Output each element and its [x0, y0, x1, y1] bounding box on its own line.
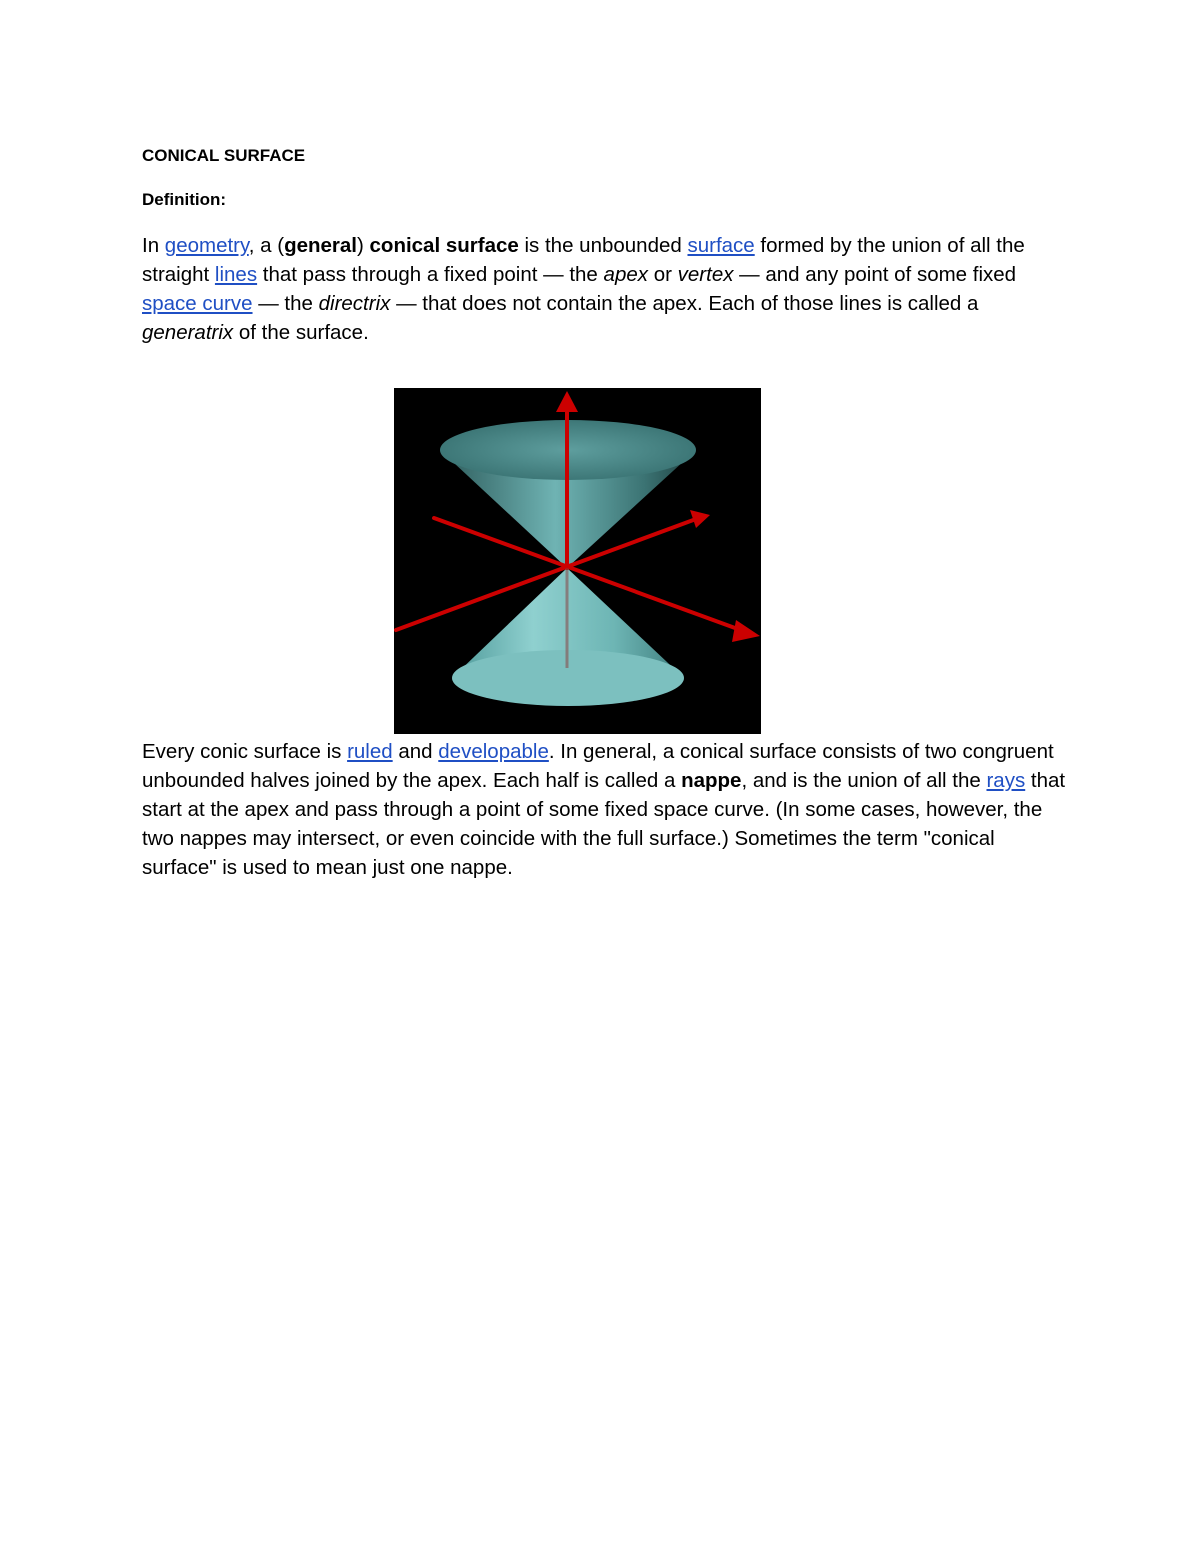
document-title: CONICAL SURFACE [142, 146, 306, 165]
link-rays[interactable]: rays [986, 769, 1026, 792]
text-span: ) [356, 234, 370, 257]
axis-b-arrow [690, 510, 710, 528]
link-ruled[interactable]: ruled [347, 740, 393, 763]
text-span: is the unbounded [518, 234, 688, 257]
text-span: of the surface. [233, 321, 369, 344]
text-span: or [648, 263, 678, 286]
bold-conical-surface: conical surface [369, 234, 519, 257]
link-surface[interactable]: surface [687, 234, 755, 257]
axis-a-arrow [732, 620, 760, 642]
definition-paragraph [142, 231, 1072, 347]
text-span: and [392, 740, 439, 763]
link-developable[interactable]: developable [438, 740, 549, 763]
text-span: . In general, a conical surface consists of two congruent unbounded halves joined by the apex. Each half is called a [142, 740, 1054, 792]
text-span: , and is the union of all the [741, 769, 987, 792]
italic-vertex: vertex [677, 263, 734, 286]
italic-directrix: directrix [318, 292, 391, 315]
text-span: In [142, 234, 165, 257]
definition-label: Definition: [142, 190, 227, 209]
text-span: — the [252, 292, 319, 315]
bold-nappe: nappe [681, 769, 742, 792]
properties-paragraph [142, 737, 1072, 882]
italic-apex: apex [603, 263, 649, 286]
italic-generatrix: generatrix [142, 321, 234, 344]
vertical-axis-arrow [556, 391, 578, 412]
text-span: — and any point of some fixed [733, 263, 1017, 286]
text-span: that pass through a fixed point — the [257, 263, 604, 286]
text-span: that start at the apex and pass through a point of some fixed space curve. (In some cases, however, the two nappes may intersect, or even coincide with the full surface.) Sometimes the term "conical surface" is used to mean just one nappe. [142, 769, 1066, 879]
link-lines[interactable]: lines [214, 263, 258, 286]
link-geometry[interactable]: geometry [164, 234, 249, 257]
text-span: Every conic surface is [142, 740, 348, 763]
bold-general: general [284, 234, 357, 257]
double-cone-figure [394, 388, 761, 734]
text-span: formed by the union of all the straight [142, 234, 1025, 286]
text-span: — that does not contain the apex. Each of those lines is called a [390, 292, 979, 315]
link-space-curve[interactable]: space curve [142, 292, 253, 315]
text-span: , a ( [248, 234, 285, 257]
double-cone-illustration [394, 388, 761, 734]
